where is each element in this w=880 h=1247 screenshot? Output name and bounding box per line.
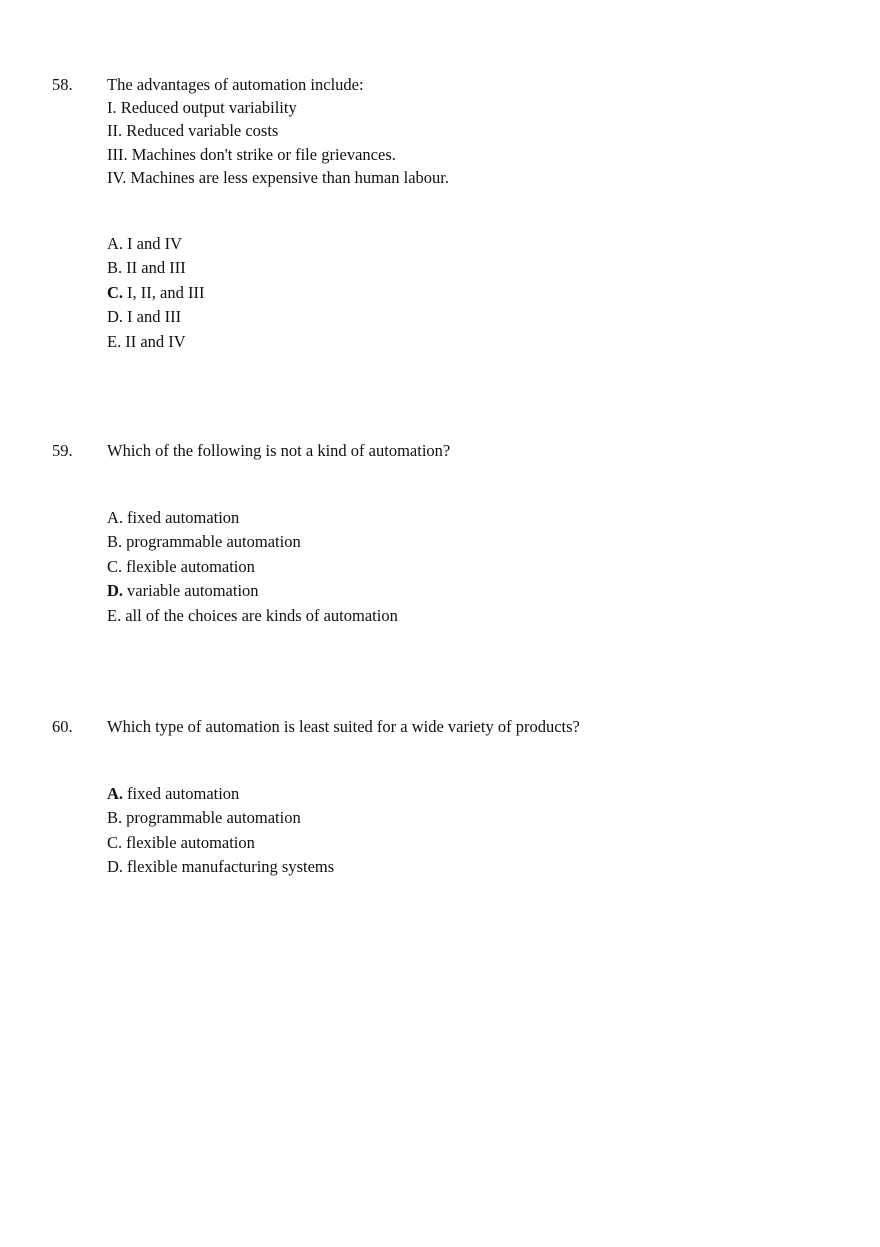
- choice-text: flexible automation: [126, 556, 255, 576]
- choice-letter: B.: [107, 808, 123, 828]
- stem-line: Which of the following is not a kind of automation?: [107, 441, 451, 460]
- answer-choice-e: [107, 330, 807, 354]
- choice-letter: B.: [107, 532, 123, 552]
- choice-text: II and IV: [125, 331, 186, 351]
- choice-text: programmable automation: [126, 808, 301, 828]
- answer-choice-b: [107, 256, 807, 280]
- answer-choice-a: [107, 506, 807, 530]
- choice-text: programmable automation: [126, 532, 301, 552]
- answer-choices: [107, 232, 807, 354]
- answer-choice-c: [107, 281, 807, 305]
- choice-letter: E.: [107, 605, 122, 625]
- choice-text: I, II, and III: [127, 282, 205, 302]
- stem-line: II. Reduced variable costs: [107, 121, 279, 141]
- question-number: 58.: [52, 75, 73, 94]
- choice-letter: D.: [107, 307, 124, 327]
- question-stem: [107, 73, 807, 189]
- question-number: 59.: [52, 441, 73, 460]
- choice-letter: C.: [107, 556, 123, 576]
- answer-choice-d: [107, 305, 807, 329]
- choice-text: fixed automation: [127, 784, 240, 803]
- stem-line: III. Machines don't strike or file grievances.: [107, 144, 396, 164]
- answer-choice-e: [107, 604, 807, 628]
- choice-letter-correct: C.: [107, 282, 124, 302]
- question-stem: [107, 439, 807, 462]
- stem-line: I. Reduced output variability: [107, 98, 297, 118]
- answer-choice-b: [107, 530, 807, 554]
- answer-choice-d: [107, 579, 807, 603]
- choice-text: all of the choices are kinds of automation: [125, 605, 398, 625]
- choice-letter: B.: [107, 258, 123, 278]
- choice-text: I and IV: [127, 234, 183, 253]
- question-stem: [107, 715, 807, 738]
- choice-letter: A.: [107, 508, 124, 527]
- question-number: 60.: [52, 717, 73, 736]
- choice-text: I and III: [127, 307, 182, 327]
- answer-choice-a: [107, 232, 807, 256]
- stem-line: Which type of automation is least suited for a wide variety of products?: [107, 717, 580, 736]
- choice-text: flexible manufacturing systems: [127, 857, 335, 877]
- choice-text: II and III: [126, 258, 186, 278]
- choice-letter-correct: A.: [107, 784, 124, 803]
- answer-choice-b: [107, 806, 807, 830]
- choice-letter: D.: [107, 857, 124, 877]
- choice-text: fixed automation: [127, 508, 240, 527]
- choice-letter: C.: [107, 832, 123, 852]
- choice-letter: E.: [107, 331, 122, 351]
- stem-line: The advantages of automation include:: [107, 75, 364, 94]
- answer-choice-c: [107, 555, 807, 579]
- answer-choices: [107, 506, 807, 628]
- choice-letter: A.: [107, 234, 124, 253]
- answer-choice-a: [107, 782, 807, 806]
- choice-text: flexible automation: [126, 832, 255, 852]
- answer-choice-d: [107, 855, 807, 879]
- stem-line: IV. Machines are less expensive than human labour.: [107, 167, 449, 187]
- answer-choice-c: [107, 831, 807, 855]
- answer-choices: [107, 782, 807, 880]
- choice-letter-correct: D.: [107, 581, 124, 601]
- choice-text: variable automation: [127, 581, 259, 601]
